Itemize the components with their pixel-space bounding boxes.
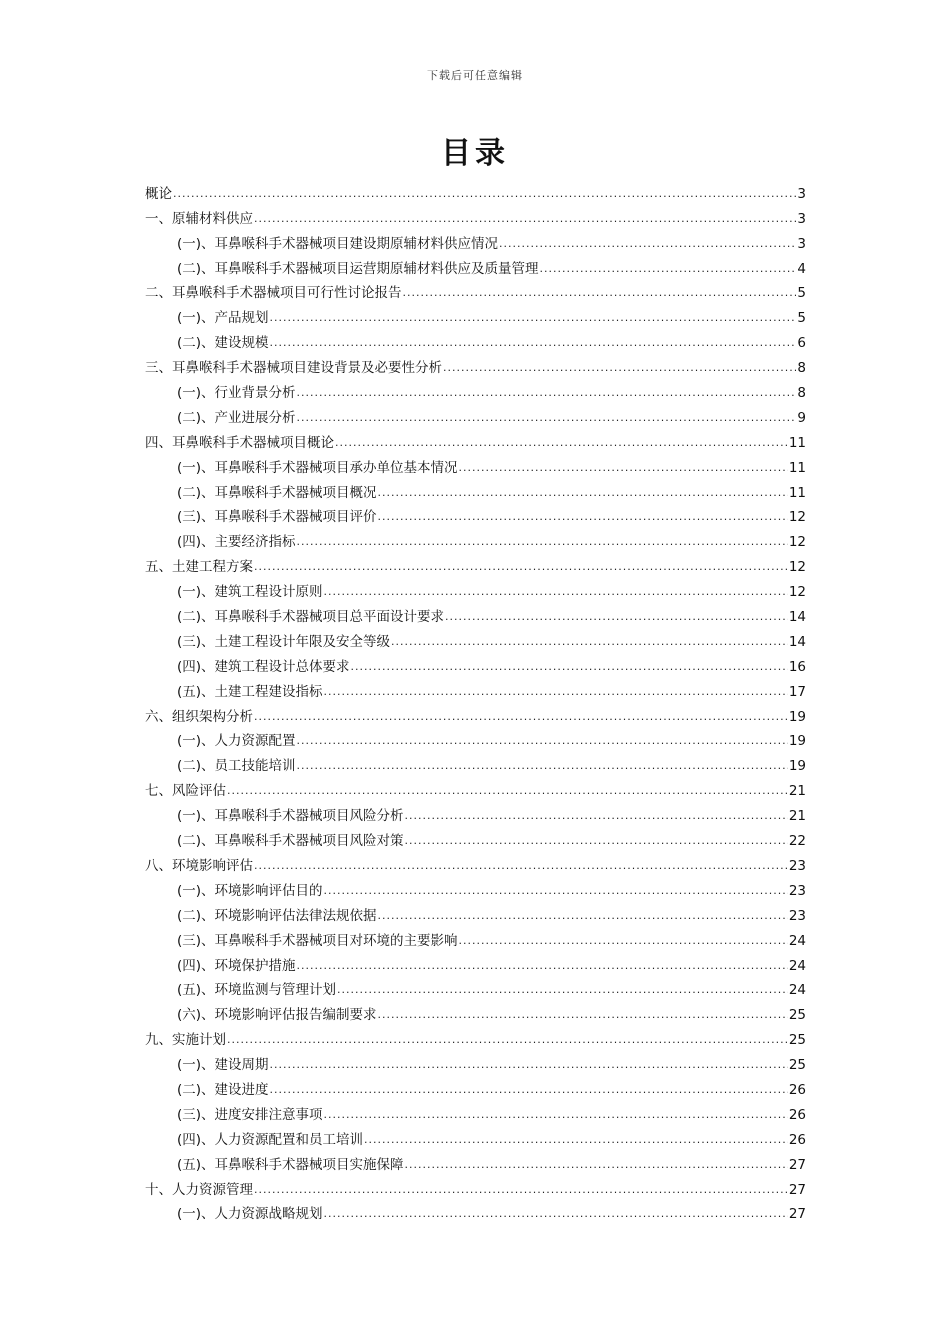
toc-leader-dots — [364, 1132, 788, 1148]
toc-entry-page: 12 — [788, 584, 806, 601]
toc-entry-page: 8 — [797, 385, 806, 402]
toc-entry[interactable] — [145, 1048, 806, 1073]
toc-entry-title: (二)、环境影响评估法律法规依据 — [177, 907, 377, 924]
toc-entry[interactable] — [145, 949, 806, 974]
toc-entry[interactable] — [145, 749, 806, 774]
toc-entry-page: 19 — [788, 758, 806, 775]
toc-entry[interactable] — [145, 625, 806, 650]
toc-entry-page: 23 — [788, 857, 806, 874]
toc-entry-title: 一、原辅材料供应 — [145, 210, 253, 227]
page-header: 下载后可任意编辑 — [427, 69, 523, 82]
toc-entry-page: 12 — [788, 534, 806, 551]
toc-entry[interactable] — [145, 426, 806, 451]
toc-entry[interactable] — [145, 799, 806, 824]
toc-entry[interactable] — [145, 177, 806, 202]
toc-entry-title: 概论 — [145, 185, 172, 202]
toc-entry-page: 14 — [788, 609, 806, 626]
toc-entry[interactable] — [145, 725, 806, 750]
toc-entry[interactable] — [145, 550, 806, 575]
toc-entry-page: 25 — [788, 1007, 806, 1024]
toc-leader-dots — [459, 933, 788, 949]
toc-entry-title: 十、人力资源管理 — [145, 1181, 253, 1198]
toc-entry-title: (四)、环境保护措施 — [177, 957, 296, 974]
toc-entry-title: (一)、人力资源配置 — [177, 733, 296, 750]
toc-leader-dots — [254, 1182, 788, 1198]
toc-entry-page: 5 — [797, 310, 806, 327]
toc-entry-title: (二)、耳鼻喉科手术器械项目风险对策 — [177, 833, 404, 850]
toc-entry-title: (一)、耳鼻喉科手术器械项目建设期原辅材料供应情况 — [177, 235, 499, 252]
toc-entry[interactable] — [145, 1198, 806, 1223]
toc-entry[interactable] — [145, 326, 806, 351]
toc-leader-dots — [297, 410, 797, 426]
toc-entry-title: (一)、环境影响评估目的 — [177, 882, 323, 899]
toc-leader-dots — [324, 1107, 788, 1123]
toc-entry-page: 11 — [788, 484, 806, 501]
toc-leader-dots — [405, 833, 788, 849]
toc-leader-dots — [324, 1206, 788, 1222]
toc-entry-page: 22 — [788, 833, 806, 850]
toc-entry-title: (二)、产业进展分析 — [177, 409, 296, 426]
toc-entry-page: 8 — [797, 360, 806, 377]
toc-entry-title: (一)、耳鼻喉科手术器械项目风险分析 — [177, 808, 404, 825]
toc-entry[interactable] — [145, 600, 806, 625]
toc-leader-dots — [459, 460, 788, 476]
toc-entry[interactable] — [145, 974, 806, 999]
toc-entry-page: 27 — [788, 1206, 806, 1223]
toc-entry-title: (三)、进度安排注意事项 — [177, 1106, 323, 1123]
toc-entry-title: (三)、土建工程设计年限及安全等级 — [177, 633, 391, 650]
toc-leader-dots — [324, 584, 788, 600]
toc-entry[interactable] — [145, 501, 806, 526]
toc-entry-title: (二)、耳鼻喉科手术器械项目运营期原辅材料供应及质量管理 — [177, 260, 539, 277]
toc-entry-page: 16 — [788, 658, 806, 675]
toc-leader-dots — [443, 360, 796, 376]
toc-entry-page: 6 — [797, 335, 806, 352]
toc-entry-page: 25 — [788, 1032, 806, 1049]
toc-leader-dots — [337, 982, 788, 998]
toc-entry-page: 3 — [797, 210, 806, 227]
toc-entry-title: 七、风险评估 — [145, 783, 226, 800]
toc-entry-title: (三)、耳鼻喉科手术器械项目对环境的主要影响 — [177, 932, 458, 949]
toc-entry[interactable] — [145, 924, 806, 949]
toc-entry-page: 14 — [788, 633, 806, 650]
toc-entry-title: (一)、人力资源战略规划 — [177, 1206, 323, 1223]
toc-entry-title: 三、耳鼻喉科手术器械项目建设背景及必要性分析 — [145, 360, 442, 377]
toc-entry-page: 11 — [788, 459, 806, 476]
toc-entry-title: (二)、建设进度 — [177, 1081, 269, 1098]
toc-leader-dots — [378, 908, 788, 924]
toc-leader-dots — [324, 883, 788, 899]
toc-entry-page: 27 — [788, 1156, 806, 1173]
toc-entry-title: (一)、行业背景分析 — [177, 385, 296, 402]
toc-entry-page: 24 — [788, 932, 806, 949]
toc-entry-title: 四、耳鼻喉科手术器械项目概论 — [145, 434, 334, 451]
toc-leader-dots — [378, 1007, 788, 1023]
toc-leader-dots — [297, 733, 788, 749]
toc-leader-dots — [405, 808, 788, 824]
toc-entry-page: 9 — [797, 409, 806, 426]
toc-entry-title: (一)、产品规划 — [177, 310, 269, 327]
toc-entry-page: 26 — [788, 1106, 806, 1123]
toc-entry[interactable] — [145, 351, 806, 376]
toc-entry[interactable] — [145, 301, 806, 326]
toc-leader-dots — [403, 285, 797, 301]
toc-entry-page: 21 — [788, 808, 806, 825]
toc-entry-title: (一)、建筑工程设计原则 — [177, 584, 323, 601]
toc-entry-title: (二)、耳鼻喉科手术器械项目总平面设计要求 — [177, 609, 445, 626]
toc-entry-title: (五)、耳鼻喉科手术器械项目实施保障 — [177, 1156, 404, 1173]
toc-entry-title: (四)、主要经济指标 — [177, 534, 296, 551]
toc-entry[interactable] — [145, 227, 806, 252]
toc-entry[interactable] — [145, 774, 806, 799]
toc-entry[interactable] — [145, 849, 806, 874]
toc-leader-dots — [270, 1057, 788, 1073]
toc-leader-dots — [270, 1082, 788, 1098]
toc-entry-page: 23 — [788, 882, 806, 899]
toc-leader-dots — [270, 335, 797, 351]
toc-entry-title: 八、环境影响评估 — [145, 857, 253, 874]
toc-leader-dots — [297, 385, 797, 401]
toc-leader-dots — [391, 634, 788, 650]
toc-entry-page: 26 — [788, 1081, 806, 1098]
toc-entry-page: 11 — [788, 434, 806, 451]
toc-entry[interactable] — [145, 700, 806, 725]
toc-leader-dots — [499, 236, 796, 252]
toc-leader-dots — [173, 186, 796, 202]
toc-entry-page: 5 — [797, 285, 806, 302]
toc-entry[interactable] — [145, 575, 806, 600]
toc-entry[interactable] — [145, 1073, 806, 1098]
toc-entry-title: 二、耳鼻喉科手术器械项目可行性讨论报告 — [145, 285, 402, 302]
toc-entry-page: 19 — [788, 708, 806, 725]
toc-entry-title: 五、土建工程方案 — [145, 559, 253, 576]
toc-entry-page: 27 — [788, 1181, 806, 1198]
toc-entry[interactable] — [145, 1173, 806, 1198]
toc-entry-title: (二)、耳鼻喉科手术器械项目概况 — [177, 484, 377, 501]
toc-leader-dots — [227, 1032, 788, 1048]
toc-entry[interactable] — [145, 675, 806, 700]
toc-leader-dots — [297, 958, 788, 974]
toc-entry-title: (四)、建筑工程设计总体要求 — [177, 658, 350, 675]
toc-leader-dots — [378, 509, 788, 525]
toc-entry-page: 4 — [797, 260, 806, 277]
toc-leader-dots — [254, 211, 796, 227]
toc-leader-dots — [351, 659, 788, 675]
toc-entry-title: (二)、建设规模 — [177, 335, 269, 352]
toc-entry-page: 23 — [788, 907, 806, 924]
toc-entry[interactable] — [145, 525, 806, 550]
toc-leader-dots — [254, 709, 788, 725]
page-title: 目录 — [441, 136, 509, 171]
toc-entry-page: 12 — [788, 509, 806, 526]
toc-leader-dots — [227, 783, 788, 799]
toc-entry[interactable] — [145, 824, 806, 849]
toc-entry[interactable] — [145, 401, 806, 426]
toc-leader-dots — [270, 310, 797, 326]
toc-entry-title: (三)、耳鼻喉科手术器械项目评价 — [177, 509, 377, 526]
toc-entry-page: 24 — [788, 957, 806, 974]
toc-entry-title: (五)、土建工程建设指标 — [177, 683, 323, 700]
toc-entry[interactable] — [145, 1148, 806, 1173]
toc-leader-dots — [297, 758, 788, 774]
toc-leader-dots — [540, 261, 797, 277]
toc-entry-title: (一)、建设周期 — [177, 1057, 269, 1074]
toc-entry[interactable] — [145, 899, 806, 924]
toc-entry-page: 19 — [788, 733, 806, 750]
toc-leader-dots — [324, 684, 788, 700]
toc-leader-dots — [405, 1157, 788, 1173]
toc-entry-page: 21 — [788, 783, 806, 800]
toc-entry-title: (六)、环境影响评估报告编制要求 — [177, 1007, 377, 1024]
toc-entry-title: 九、实施计划 — [145, 1032, 226, 1049]
toc-entry-page: 26 — [788, 1131, 806, 1148]
toc-entry-page: 3 — [797, 185, 806, 202]
toc-entry-page: 3 — [797, 235, 806, 252]
toc-entry-page: 25 — [788, 1057, 806, 1074]
toc-entry[interactable] — [145, 650, 806, 675]
toc-entry[interactable] — [145, 277, 806, 302]
toc-entry[interactable] — [145, 1023, 806, 1048]
toc-entry-title: 六、组织架构分析 — [145, 708, 253, 725]
toc-entry[interactable] — [145, 998, 806, 1023]
toc-entry-page: 24 — [788, 982, 806, 999]
toc-entry[interactable] — [145, 476, 806, 501]
toc-entry[interactable] — [145, 874, 806, 899]
toc-entry-title: (一)、耳鼻喉科手术器械项目承办单位基本情况 — [177, 459, 458, 476]
toc-entry-page: 17 — [788, 683, 806, 700]
toc-leader-dots — [335, 435, 788, 451]
toc-entry[interactable] — [145, 1098, 806, 1123]
toc-entry-title: (五)、环境监测与管理计划 — [177, 982, 337, 999]
toc-entry-page: 12 — [788, 559, 806, 576]
table-of-contents — [145, 177, 806, 1222]
toc-entry-title: (四)、人力资源配置和员工培训 — [177, 1131, 364, 1148]
toc-leader-dots — [254, 858, 788, 874]
toc-leader-dots — [445, 609, 788, 625]
toc-entry[interactable] — [145, 1123, 806, 1148]
toc-entry[interactable] — [145, 252, 806, 277]
toc-entry[interactable] — [145, 376, 806, 401]
toc-entry-title: (二)、员工技能培训 — [177, 758, 296, 775]
toc-leader-dots — [378, 485, 788, 501]
toc-entry[interactable] — [145, 202, 806, 227]
toc-entry[interactable] — [145, 451, 806, 476]
toc-leader-dots — [254, 559, 788, 575]
toc-leader-dots — [297, 534, 788, 550]
